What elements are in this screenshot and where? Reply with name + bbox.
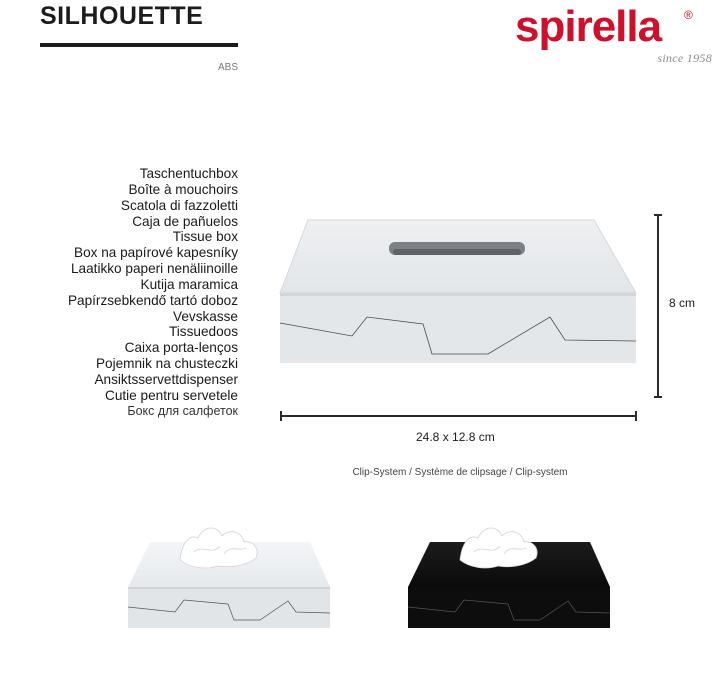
product-name: Laatikko paperi nenäliinoille [70,261,238,277]
tissue-box-drawing [270,205,690,445]
product-name: Caixa porta-lenços [124,340,238,356]
material-label: ABS [217,62,238,73]
product-name: Cutie pentru servetele [105,387,238,403]
height-dimension-label: 8 cm [669,296,696,310]
product-name: Scatola di fazzoletti [120,197,238,213]
box-top-face [280,220,636,293]
product-title: SILHOUETTE [40,2,204,30]
footprint-dimension-label: 24.8 x 12.8 cm [416,430,495,444]
product-name: Taschentuchbox [139,166,238,181]
product-name: Tissue box [172,229,238,245]
product-name: Kutija maramica [140,276,238,292]
product-name: Ansiktsservettdispenser [94,371,238,387]
title-rule [40,43,238,47]
box-front-face [280,293,636,363]
product-name-list [20,166,238,420]
product-name: Boîte à mouchoirs [128,181,238,197]
product-name: Caja de pañuelos [132,213,238,229]
product-name: Papírzsebkendő tartó doboz [67,292,238,308]
clip-system-note: Clip-System / Système de clipsage / Clip-system [352,467,568,478]
registered-mark: ® [684,8,693,22]
product-name: Pojemnik na chusteczki [95,356,238,372]
product-name: Бокс для салфеток [127,403,238,418]
black-variant-photo [398,512,638,632]
product-name: Vevskasse [173,308,238,324]
white-variant-photo [110,512,350,632]
product-name: Tissuedoos [168,324,238,340]
brand-logo: spirella [515,2,662,51]
product-name: Box na papírové kapesníky [74,245,238,261]
brand-tagline: since 1958 [657,51,712,65]
